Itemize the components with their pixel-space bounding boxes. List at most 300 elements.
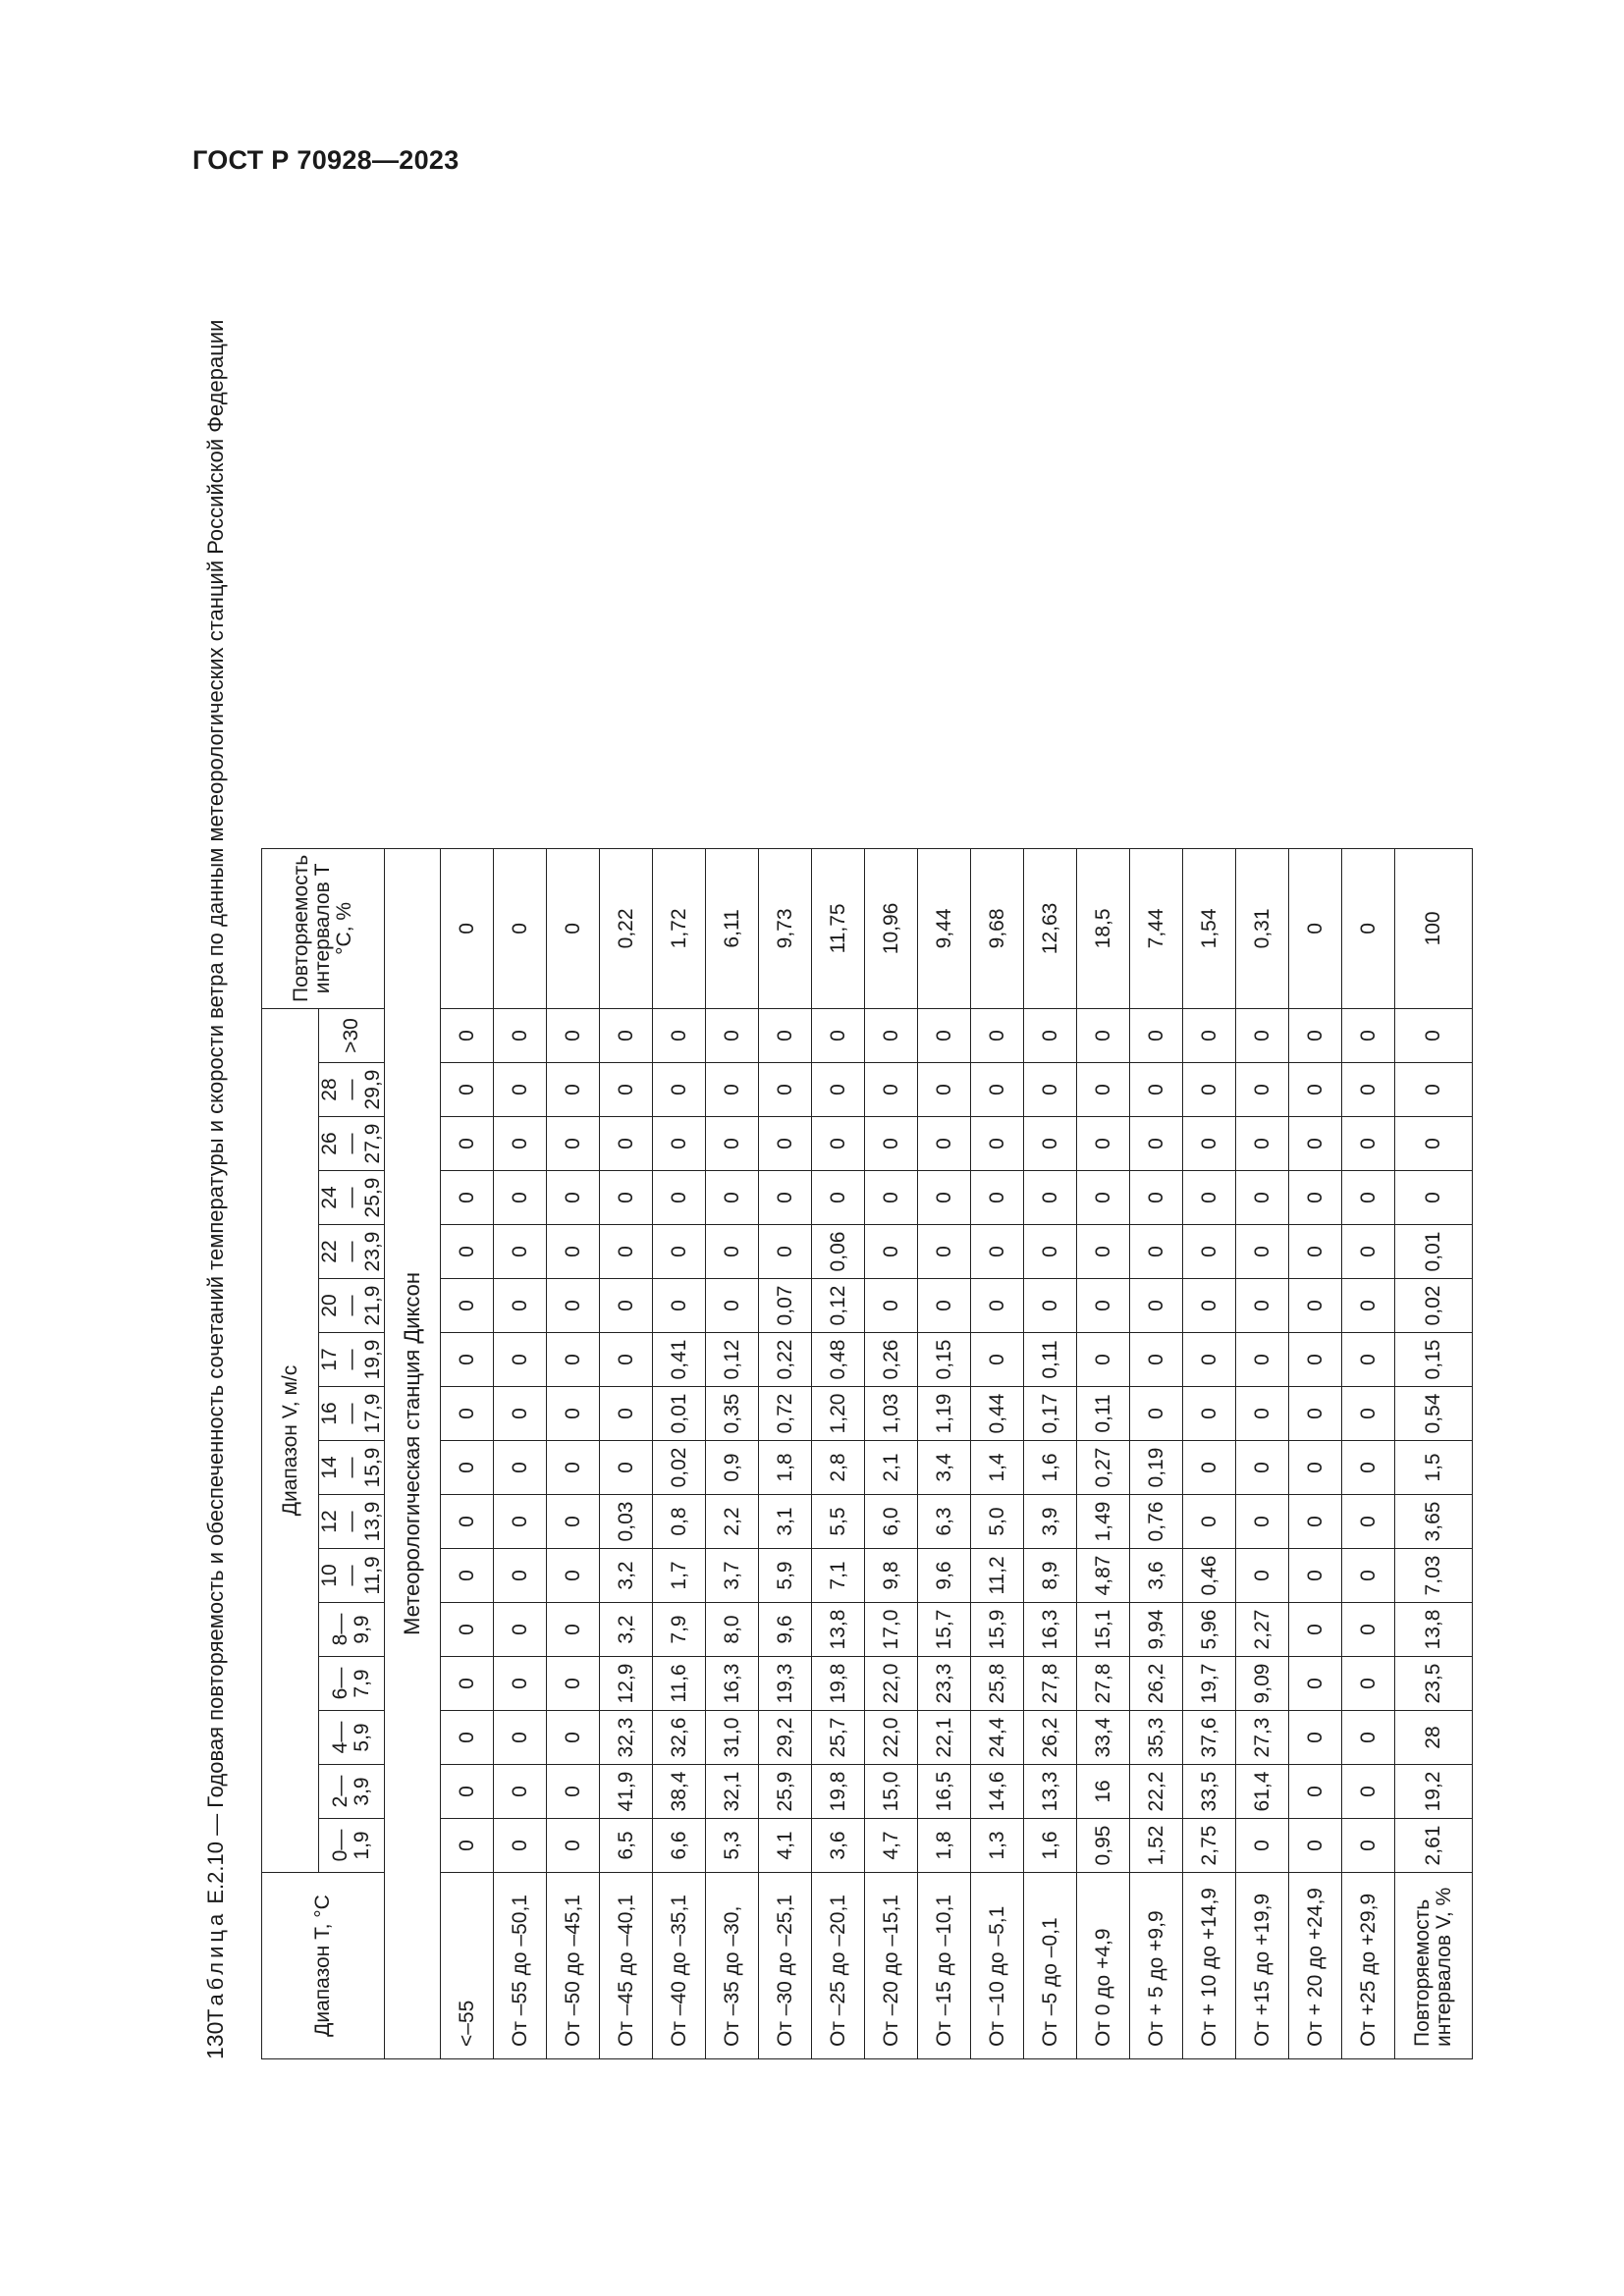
- table-cell: 0: [1183, 1333, 1236, 1387]
- row-total: 6,11: [706, 848, 759, 1008]
- table-cell: 0: [1183, 1117, 1236, 1171]
- table-cell: 0,8: [653, 1495, 706, 1549]
- table-cell: 22,1: [918, 1711, 971, 1765]
- table-cell: 25,7: [812, 1711, 865, 1765]
- table-cell: 0: [1077, 1225, 1130, 1279]
- table-cell: 0,54: [1395, 1387, 1473, 1441]
- table-cell: 6,0: [865, 1495, 918, 1549]
- table-cell: 0: [1236, 1819, 1289, 1873]
- table-cell: 0: [1183, 1063, 1236, 1117]
- table-cell: 0: [1342, 1117, 1395, 1171]
- table-cell: 1,49: [1077, 1495, 1130, 1549]
- table-cell: 0: [1289, 1009, 1342, 1063]
- table-cell: 0: [441, 1063, 494, 1117]
- table-cell: 0: [1130, 1333, 1183, 1387]
- row-label: Повторяемость интервалов V, %: [1395, 1873, 1473, 2059]
- table-cell: 0: [441, 1441, 494, 1495]
- table-cell: 0,19: [1130, 1441, 1183, 1495]
- row-total: 0: [547, 848, 600, 1008]
- table-cell: 0: [547, 1333, 600, 1387]
- table-cell: 0,17: [1024, 1387, 1077, 1441]
- table-cell: 3,2: [600, 1603, 653, 1657]
- table-cell: 0: [1024, 1171, 1077, 1225]
- table-cell: 0: [1236, 1171, 1289, 1225]
- table-cell: 0,12: [812, 1279, 865, 1333]
- row-label: От –5 до –0,1: [1024, 1873, 1077, 2059]
- table-cell: 0: [441, 1117, 494, 1171]
- table-cell: 0: [653, 1171, 706, 1225]
- table-cell: 0,06: [812, 1225, 865, 1279]
- table-cell: 2,8: [812, 1441, 865, 1495]
- table-cell: 0: [1236, 1117, 1289, 1171]
- row-label: От –45 до –40,1: [600, 1873, 653, 2059]
- row-label: От +15 до +19,9: [1236, 1873, 1289, 2059]
- table-cell: 0: [1289, 1171, 1342, 1225]
- table-cell: 2,61: [1395, 1819, 1473, 1873]
- row-total: 1,72: [653, 848, 706, 1008]
- table-cell: 5,0: [971, 1495, 1024, 1549]
- table-cell: 0: [494, 1819, 547, 1873]
- table-cell: 0: [706, 1009, 759, 1063]
- row-label: От –15 до –10,1: [918, 1873, 971, 2059]
- table-cell: 0: [494, 1387, 547, 1441]
- table-cell: 4,7: [865, 1819, 918, 1873]
- speed-bin-header: 6—7,9: [319, 1657, 385, 1711]
- table-cell: 0: [812, 1171, 865, 1225]
- table-cell: 0: [1342, 1441, 1395, 1495]
- row-label: От + 10 до +14,9: [1183, 1873, 1236, 2059]
- table-cell: 0: [759, 1225, 812, 1279]
- table-cell: 19,7: [1183, 1657, 1236, 1711]
- table-cell: 5,96: [1183, 1603, 1236, 1657]
- table-cell: 0: [971, 1063, 1024, 1117]
- table-cell: 0: [1236, 1387, 1289, 1441]
- table-cell: 0: [1183, 1171, 1236, 1225]
- table-cell: 0,46: [1183, 1549, 1236, 1603]
- table-cell: 17,0: [865, 1603, 918, 1657]
- table-cell: 0: [600, 1171, 653, 1225]
- table-cell: 0: [547, 1117, 600, 1171]
- table-cell: 8,9: [1024, 1549, 1077, 1603]
- row-total: 12,63: [1024, 848, 1077, 1008]
- table-cell: 16: [1077, 1765, 1130, 1819]
- table-cell: 0: [1236, 1333, 1289, 1387]
- table-cell: 0: [1077, 1117, 1130, 1171]
- table-cell: 0,48: [812, 1333, 865, 1387]
- table-cell: 0: [547, 1063, 600, 1117]
- table-cell: 0: [1289, 1819, 1342, 1873]
- table-cell: 0: [706, 1117, 759, 1171]
- table-cell: 0: [1183, 1009, 1236, 1063]
- table-cell: 0: [1342, 1495, 1395, 1549]
- table-cell: 22,2: [1130, 1765, 1183, 1819]
- table-cell: 0: [1342, 1657, 1395, 1711]
- table-cell: 26,2: [1024, 1711, 1077, 1765]
- table-cell: 0: [759, 1117, 812, 1171]
- table-cell: 14,6: [971, 1765, 1024, 1819]
- table-cell: 0,72: [759, 1387, 812, 1441]
- table-cell: 0: [1236, 1063, 1289, 1117]
- table-cell: 6,6: [653, 1819, 706, 1873]
- table-cell: 0: [547, 1225, 600, 1279]
- table-cell: 1,8: [918, 1819, 971, 1873]
- row-total: 1,54: [1183, 848, 1236, 1008]
- table-cell: 0: [441, 1765, 494, 1819]
- table-cell: 37,6: [1183, 1711, 1236, 1765]
- table-cell: 1,4: [971, 1441, 1024, 1495]
- table-cell: 0: [494, 1765, 547, 1819]
- table-cell: 0: [918, 1117, 971, 1171]
- speed-bin-header: 2—3,9: [319, 1765, 385, 1819]
- table-cell: 0: [1289, 1333, 1342, 1387]
- table-cell: 0: [1342, 1819, 1395, 1873]
- row-label: От –10 до –5,1: [971, 1873, 1024, 2059]
- table-cell: 0,76: [1130, 1495, 1183, 1549]
- table-cell: 19,3: [759, 1657, 812, 1711]
- table-cell: 1,5: [1395, 1441, 1473, 1495]
- table-cell: 22,0: [865, 1711, 918, 1765]
- table-cell: 0: [1289, 1279, 1342, 1333]
- table-cell: 0: [653, 1117, 706, 1171]
- table-cell: 61,4: [1236, 1765, 1289, 1819]
- row-total: 100: [1395, 848, 1473, 1008]
- table-cell: 0: [1183, 1279, 1236, 1333]
- table-cell: 0: [1342, 1387, 1395, 1441]
- table-cell: 0: [1130, 1009, 1183, 1063]
- table-cell: 0,11: [1024, 1333, 1077, 1387]
- table-cell: 0: [1289, 1495, 1342, 1549]
- table-cell: 0: [1236, 1549, 1289, 1603]
- table-cell: 0: [706, 1171, 759, 1225]
- table-cell: 0: [441, 1495, 494, 1549]
- table-cell: 0: [600, 1333, 653, 1387]
- table-cell: 1,20: [812, 1387, 865, 1441]
- table-cell: 0: [600, 1063, 653, 1117]
- caption-text: Е.2.10 — Годовая повторяемость и обеспеченность сочетаний температуры и скорости ветра по данным метеорологических станций Российской Федерации: [203, 319, 228, 1910]
- table-cell: 0: [494, 1333, 547, 1387]
- table-cell: 0: [1024, 1225, 1077, 1279]
- temp-range-header: Диапазон T, °C: [262, 1873, 385, 2059]
- table-cell: 15,9: [971, 1603, 1024, 1657]
- table-cell: 0: [1395, 1009, 1473, 1063]
- table-cell: 0: [1342, 1009, 1395, 1063]
- table-row: [600, 848, 653, 2058]
- table-cell: 0: [441, 1711, 494, 1765]
- row-total: 0: [441, 848, 494, 1008]
- table-cell: 24,4: [971, 1711, 1024, 1765]
- table-cell: 1,7: [653, 1549, 706, 1603]
- table-cell: 32,3: [600, 1711, 653, 1765]
- table-cell: 0: [1130, 1279, 1183, 1333]
- table-cell: 9,09: [1236, 1657, 1289, 1711]
- table-cell: 33,5: [1183, 1765, 1236, 1819]
- table-cell: 0: [918, 1225, 971, 1279]
- row-label: От –20 до –15,1: [865, 1873, 918, 2059]
- table-cell: 7,1: [812, 1549, 865, 1603]
- table-cell: 0: [1342, 1765, 1395, 1819]
- table-cell: 27,8: [1024, 1657, 1077, 1711]
- table-cell: 0: [547, 1171, 600, 1225]
- table-cell: 0: [1183, 1387, 1236, 1441]
- table-cell: 0: [1342, 1603, 1395, 1657]
- table-cell: 0: [865, 1279, 918, 1333]
- table-cell: 0,44: [971, 1387, 1024, 1441]
- table-cell: 8,0: [706, 1603, 759, 1657]
- caption-prefix: Таблица: [203, 1909, 228, 2022]
- table-cell: 0: [1130, 1171, 1183, 1225]
- table-cell: 2,75: [1183, 1819, 1236, 1873]
- table-cell: 4,1: [759, 1819, 812, 1873]
- table-cell: 1,8: [759, 1441, 812, 1495]
- row-label: От –30 до –25,1: [759, 1873, 812, 2059]
- table-cell: 1,6: [1024, 1819, 1077, 1873]
- row-total: 11,75: [812, 848, 865, 1008]
- table-cell: 0: [1024, 1009, 1077, 1063]
- table-cell: 0: [1289, 1657, 1342, 1711]
- speed-bin-header: 24—25,9: [319, 1171, 385, 1225]
- row-total: 10,96: [865, 848, 918, 1008]
- table-cell: 0: [1342, 1225, 1395, 1279]
- table-cell: 19,8: [812, 1765, 865, 1819]
- table-cell: 0: [1024, 1063, 1077, 1117]
- table-cell: 0: [1395, 1171, 1473, 1225]
- speed-bin-header: 17—19,9: [319, 1333, 385, 1387]
- table-row: [547, 848, 600, 2058]
- table-cell: 0: [1236, 1225, 1289, 1279]
- table-row: [494, 848, 547, 2058]
- table-cell: 0: [547, 1711, 600, 1765]
- table-cell: 0,26: [865, 1333, 918, 1387]
- table-cell: 6,3: [918, 1495, 971, 1549]
- table-cell: 0: [1289, 1603, 1342, 1657]
- row-total: 0: [494, 848, 547, 1008]
- table-cell: 3,6: [1130, 1549, 1183, 1603]
- table-cell: 35,3: [1130, 1711, 1183, 1765]
- table-cell: 0,22: [759, 1333, 812, 1387]
- table-cell: 0,35: [706, 1387, 759, 1441]
- table-cell: 28: [1395, 1711, 1473, 1765]
- table-cell: 0,11: [1077, 1387, 1130, 1441]
- table-row: [812, 848, 865, 2058]
- speed-bin-header: 10—11,9: [319, 1549, 385, 1603]
- table-cell: 0: [494, 1117, 547, 1171]
- table-cell: 15,0: [865, 1765, 918, 1819]
- table-cell: 11,6: [653, 1657, 706, 1711]
- table-cell: 27,3: [1236, 1711, 1289, 1765]
- table-cell: 0,95: [1077, 1819, 1130, 1873]
- table-cell: 0: [441, 1657, 494, 1711]
- table-cell: 0,41: [653, 1333, 706, 1387]
- table-cell: 0: [918, 1171, 971, 1225]
- table-cell: 2,27: [1236, 1603, 1289, 1657]
- table-cell: 1,19: [918, 1387, 971, 1441]
- table-cell: 0: [441, 1279, 494, 1333]
- row-total: 0,22: [600, 848, 653, 1008]
- table-row: [1395, 848, 1473, 2058]
- table-cell: 0: [706, 1225, 759, 1279]
- table-cell: 23,3: [918, 1657, 971, 1711]
- table-cell: 0: [1289, 1225, 1342, 1279]
- table-cell: 7,9: [653, 1603, 706, 1657]
- speed-bin-header: 20—21,9: [319, 1279, 385, 1333]
- table-cell: 0: [1289, 1441, 1342, 1495]
- speed-bin-header: 0—1,9: [319, 1819, 385, 1873]
- table-row: [918, 848, 971, 2058]
- table-cell: 0: [494, 1279, 547, 1333]
- row-total: 0,31: [1236, 848, 1289, 1008]
- table-cell: 0: [547, 1441, 600, 1495]
- table-cell: 0: [441, 1225, 494, 1279]
- table-cell: 0: [1342, 1549, 1395, 1603]
- table-cell: 0: [1077, 1063, 1130, 1117]
- row-label: От 0 до +4,9: [1077, 1873, 1130, 2059]
- table-cell: 4,87: [1077, 1549, 1130, 1603]
- table-cell: 0: [547, 1495, 600, 1549]
- table-cell: 9,6: [918, 1549, 971, 1603]
- table-cell: 0: [441, 1603, 494, 1657]
- table-cell: 16,3: [706, 1657, 759, 1711]
- table-row: [1024, 848, 1077, 2058]
- table-cell: 16,3: [1024, 1603, 1077, 1657]
- table-row: [1130, 848, 1183, 2058]
- table-cell: 0: [1183, 1495, 1236, 1549]
- table-cell: 0: [1130, 1117, 1183, 1171]
- table-cell: 0,01: [653, 1387, 706, 1441]
- table-cell: 0: [759, 1063, 812, 1117]
- table-cell: 0: [547, 1657, 600, 1711]
- row-total: 0: [1289, 848, 1342, 1008]
- table-cell: 25,9: [759, 1765, 812, 1819]
- table-cell: 0,01: [1395, 1225, 1473, 1279]
- row-label: От + 5 до +9,9: [1130, 1873, 1183, 2059]
- table-cell: 0: [653, 1063, 706, 1117]
- table-cell: 0: [971, 1333, 1024, 1387]
- speed-bin-header: 4—5,9: [319, 1711, 385, 1765]
- table-cell: 0: [1183, 1225, 1236, 1279]
- table-cell: 0: [547, 1549, 600, 1603]
- rotated-page-content: [202, 194, 1624, 2059]
- table-cell: 26,2: [1130, 1657, 1183, 1711]
- page-number: 130: [202, 2021, 228, 2059]
- table-cell: 0: [494, 1225, 547, 1279]
- table-cell: 0: [494, 1441, 547, 1495]
- table-row: [759, 848, 812, 2058]
- table-row: [441, 848, 494, 2058]
- table-cell: 33,4: [1077, 1711, 1130, 1765]
- table-cell: 13,8: [812, 1603, 865, 1657]
- table-cell: 0,02: [653, 1441, 706, 1495]
- table-row: [1183, 848, 1236, 2058]
- row-total: 9,68: [971, 848, 1024, 1008]
- table-cell: 0: [1342, 1171, 1395, 1225]
- table-cell: 0: [1077, 1009, 1130, 1063]
- table-cell: 22,0: [865, 1657, 918, 1711]
- speed-bin-header: 8—9,9: [319, 1603, 385, 1657]
- table-cell: 0,03: [600, 1495, 653, 1549]
- table-cell: 13,8: [1395, 1603, 1473, 1657]
- table-cell: 0: [547, 1819, 600, 1873]
- table-cell: 0: [971, 1279, 1024, 1333]
- table-cell: 9,6: [759, 1603, 812, 1657]
- row-label: От –55 до –50,1: [494, 1873, 547, 2059]
- table-cell: 25,8: [971, 1657, 1024, 1711]
- table-cell: 0: [865, 1225, 918, 1279]
- table-cell: 15,1: [1077, 1603, 1130, 1657]
- table-cell: 13,3: [1024, 1765, 1077, 1819]
- table-cell: 0: [1342, 1279, 1395, 1333]
- table-cell: 31,0: [706, 1711, 759, 1765]
- table-cell: 9,8: [865, 1549, 918, 1603]
- table-cell: 23,5: [1395, 1657, 1473, 1711]
- table-caption: [202, 216, 229, 2022]
- row-label: От + 20 до +24,9: [1289, 1873, 1342, 2059]
- table-cell: 0: [1289, 1117, 1342, 1171]
- table-cell: 0: [918, 1009, 971, 1063]
- table-row: [706, 848, 759, 2058]
- table-row: [653, 848, 706, 2058]
- table-cell: 0: [600, 1009, 653, 1063]
- row-total: 7,44: [1130, 848, 1183, 1008]
- table-cell: 0: [1077, 1333, 1130, 1387]
- table-cell: 0: [441, 1171, 494, 1225]
- table-cell: 3,7: [706, 1549, 759, 1603]
- table-cell: 2,1: [865, 1441, 918, 1495]
- table-cell: 0: [971, 1171, 1024, 1225]
- table-cell: 3,6: [812, 1819, 865, 1873]
- table-cell: 16,5: [918, 1765, 971, 1819]
- station-name: Метеорологическая станция Диксон: [385, 848, 441, 2058]
- table-cell: 0: [865, 1063, 918, 1117]
- table-cell: 5,9: [759, 1549, 812, 1603]
- table-cell: 41,9: [600, 1765, 653, 1819]
- speed-bin-header: 22—23,9: [319, 1225, 385, 1279]
- table-cell: 15,7: [918, 1603, 971, 1657]
- table-cell: 0: [1130, 1387, 1183, 1441]
- table-cell: 0: [971, 1225, 1024, 1279]
- table-cell: 0: [759, 1009, 812, 1063]
- table-cell: 0: [494, 1495, 547, 1549]
- table-cell: 0,02: [1395, 1279, 1473, 1333]
- table-row: [1236, 848, 1289, 2058]
- table-cell: 0: [494, 1603, 547, 1657]
- table-cell: 0,9: [706, 1441, 759, 1495]
- table-row: [1077, 848, 1130, 2058]
- table-cell: 0,15: [1395, 1333, 1473, 1387]
- table-cell: 0: [918, 1063, 971, 1117]
- table-cell: 0: [1289, 1765, 1342, 1819]
- table-cell: 0: [1024, 1117, 1077, 1171]
- table-cell: 0: [865, 1009, 918, 1063]
- table-cell: 0: [1289, 1549, 1342, 1603]
- table-cell: 0: [600, 1117, 653, 1171]
- table-row: [1342, 848, 1395, 2058]
- table-cell: 0: [1289, 1063, 1342, 1117]
- table-cell: 0: [547, 1765, 600, 1819]
- row-label: От –35 до –30,: [706, 1873, 759, 2059]
- table-cell: 38,4: [653, 1765, 706, 1819]
- row-total: 9,73: [759, 848, 812, 1008]
- table-cell: 0: [759, 1171, 812, 1225]
- table-cell: 3,4: [918, 1441, 971, 1495]
- table-cell: 12,9: [600, 1657, 653, 1711]
- table-cell: 7,03: [1395, 1549, 1473, 1603]
- table-cell: 0: [547, 1009, 600, 1063]
- table-cell: 0: [1130, 1225, 1183, 1279]
- table-cell: 1,6: [1024, 1441, 1077, 1495]
- table-cell: 0: [494, 1171, 547, 1225]
- speed-bin-header: 26—27,9: [319, 1117, 385, 1171]
- table-cell: 0: [812, 1117, 865, 1171]
